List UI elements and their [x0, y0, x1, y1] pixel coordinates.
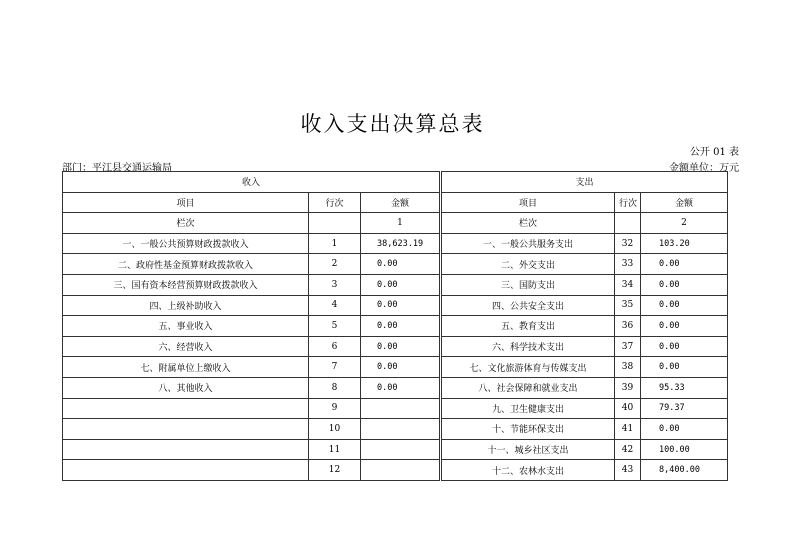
- income-item-cell: 三、国有资本经营预算财政拨款收入: [63, 274, 309, 295]
- income-row-cell: 3: [309, 274, 361, 295]
- expense-row-cell: 35: [615, 295, 641, 316]
- expense-row-cell: 43: [615, 460, 641, 481]
- income-item-cell: [63, 439, 309, 460]
- income-row-cell: 11: [309, 439, 361, 460]
- income-amount-cell: 38,623.19: [361, 233, 440, 254]
- column-index-row: [63, 213, 728, 234]
- table-row: [63, 274, 728, 295]
- form-number: 公开 01 表: [689, 147, 739, 158]
- expense-item-cell: 二、外交支出: [442, 254, 615, 275]
- expense-item-cell: 十、节能环保支出: [442, 419, 615, 440]
- income-item-cell: 七、附属单位上缴收入: [63, 357, 309, 378]
- expense-amount-cell: 0.00: [641, 316, 728, 337]
- expense-amount-cell: 79.37: [641, 398, 728, 419]
- expense-row-cell: 34: [615, 274, 641, 295]
- income-item-cell: 五、事业收入: [63, 316, 309, 337]
- income-row-cell: 12: [309, 460, 361, 481]
- expense-lan-label: 栏次: [442, 213, 615, 234]
- expense-item-cell: 九、卫生健康支出: [442, 398, 615, 419]
- income-row-header: 行次: [309, 192, 361, 213]
- table-row: [63, 316, 728, 337]
- expense-item-cell: 四、公共安全支出: [442, 295, 615, 316]
- expense-row-cell: 38: [615, 357, 641, 378]
- income-amount-cell: [361, 419, 440, 440]
- expense-amount-cell: 0.00: [641, 274, 728, 295]
- table-row: [63, 295, 728, 316]
- amount-unit-label: 金额单位：万元: [669, 163, 739, 174]
- income-expense-table: [62, 171, 728, 481]
- table-row: [63, 357, 728, 378]
- expense-amount-cell: 0.00: [641, 419, 728, 440]
- income-amount-header: 金额: [361, 192, 440, 213]
- expense-row-cell: 33: [615, 254, 641, 275]
- income-amount-cell: 0.00: [361, 377, 440, 398]
- table-row: [63, 233, 728, 254]
- income-item-cell: 八、其他收入: [63, 377, 309, 398]
- expense-row-cell: 40: [615, 398, 641, 419]
- income-amount-cell: [361, 398, 440, 419]
- income-item-cell: [63, 460, 309, 481]
- expense-lan-blank: [615, 213, 641, 234]
- expense-item-cell: 三、国防支出: [442, 274, 615, 295]
- income-amount-cell: 0.00: [361, 336, 440, 357]
- income-row-cell: 4: [309, 295, 361, 316]
- expense-amount-cell: 0.00: [641, 254, 728, 275]
- income-row-cell: 10: [309, 419, 361, 440]
- income-amount-cell: [361, 439, 440, 460]
- expense-amount-cell: 0.00: [641, 295, 728, 316]
- income-amount-cell: 0.00: [361, 295, 440, 316]
- table-row: [63, 419, 728, 440]
- expense-item-cell: 六、科学技术支出: [442, 336, 615, 357]
- income-row-cell: 2: [309, 254, 361, 275]
- income-item-cell: 四、上级补助收入: [63, 295, 309, 316]
- column-header-row: [63, 192, 728, 213]
- income-item-header: 项目: [63, 192, 309, 213]
- expense-item-cell: 五、教育支出: [442, 316, 615, 337]
- income-amount-cell: [361, 460, 440, 481]
- section-header-row: [63, 172, 728, 193]
- expense-amount-cell: 103.20: [641, 233, 728, 254]
- expense-item-cell: 一、一般公共服务支出: [442, 233, 615, 254]
- income-item-cell: 二、政府性基金预算财政拨款收入: [63, 254, 309, 275]
- income-header: 收入: [63, 172, 440, 193]
- expense-item-cell: 十二、农林水支出: [442, 460, 615, 481]
- department-label: 部门：平江县交通运输局: [62, 163, 172, 174]
- expense-amount-cell: 95.33: [641, 377, 728, 398]
- expense-item-cell: 七、文化旅游体育与传媒支出: [442, 357, 615, 378]
- expense-row-cell: 39: [615, 377, 641, 398]
- income-row-cell: 1: [309, 233, 361, 254]
- income-amount-cell: 0.00: [361, 254, 440, 275]
- income-amount-cell: 0.00: [361, 357, 440, 378]
- income-row-cell: 6: [309, 336, 361, 357]
- expense-header: 支出: [442, 172, 728, 193]
- income-row-cell: 5: [309, 316, 361, 337]
- expense-row-header: 行次: [615, 192, 641, 213]
- income-amount-cell: 0.00: [361, 274, 440, 295]
- expense-item-header: 项目: [442, 192, 615, 213]
- expense-row-cell: 32: [615, 233, 641, 254]
- income-item-cell: 一、一般公共预算财政拨款收入: [63, 233, 309, 254]
- income-row-cell: 7: [309, 357, 361, 378]
- page-title: 收入支出决算总表: [300, 112, 485, 136]
- expense-item-cell: 八、社会保障和就业支出: [442, 377, 615, 398]
- expense-row-cell: 36: [615, 316, 641, 337]
- table-row: [63, 254, 728, 275]
- income-row-cell: 8: [309, 377, 361, 398]
- expense-row-cell: 41: [615, 419, 641, 440]
- income-lan-number: 1: [361, 213, 440, 234]
- income-row-cell: 9: [309, 398, 361, 419]
- table-row: [63, 439, 728, 460]
- income-lan-blank: [309, 213, 361, 234]
- income-item-cell: [63, 419, 309, 440]
- expense-row-cell: 42: [615, 439, 641, 460]
- income-item-cell: 六、经营收入: [63, 336, 309, 357]
- income-lan-label: 栏次: [63, 213, 309, 234]
- table-row: [63, 336, 728, 357]
- income-amount-cell: 0.00: [361, 316, 440, 337]
- expense-amount-cell: 8,400.00: [641, 460, 728, 481]
- table-row: [63, 377, 728, 398]
- expense-amount-cell: 0.00: [641, 336, 728, 357]
- table-row: [63, 460, 728, 481]
- expense-item-cell: 十一、城乡社区支出: [442, 439, 615, 460]
- income-item-cell: [63, 398, 309, 419]
- table-row: [63, 398, 728, 419]
- expense-row-cell: 37: [615, 336, 641, 357]
- expense-lan-number: 2: [641, 213, 728, 234]
- expense-amount-cell: 100.00: [641, 439, 728, 460]
- expense-amount-header: 金额: [641, 192, 728, 213]
- expense-amount-cell: 0.00: [641, 357, 728, 378]
